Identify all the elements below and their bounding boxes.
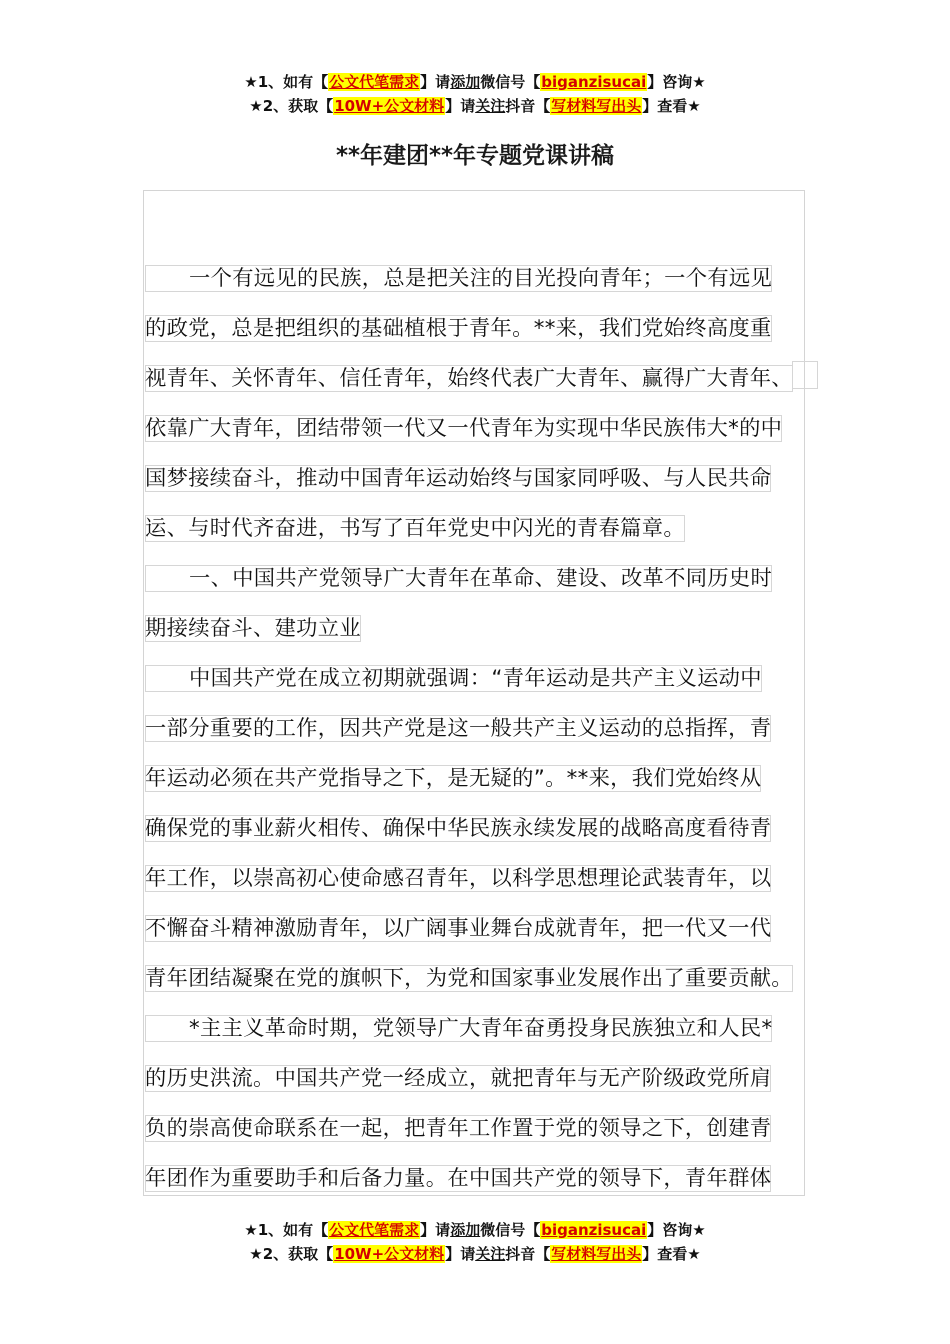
- promo-highlight-wechat-id: biganzisucai: [541, 1221, 647, 1239]
- promo-underlined-follow: 关注: [475, 1245, 506, 1263]
- text-line-content: 确保党的事业薪火相传、确保中华民族永续发展的战略高度看待青: [145, 815, 772, 841]
- promo-line-1: [0, 1218, 950, 1242]
- promo-underlined-follow: 关注: [475, 97, 506, 115]
- promo-line-1-suffix: 】咨询★: [647, 1221, 706, 1239]
- text-line-content: 运、与时代齐奋进，书写了百年党史中闪光的青春篇章。: [145, 515, 685, 541]
- text-line: [145, 703, 807, 753]
- promo-banner-top: [0, 70, 950, 118]
- text-line: [145, 303, 807, 353]
- text-line: [145, 503, 807, 553]
- text-line-content: 依靠广大青年，团结带领一代又一代青年为实现中华民族伟大*的中: [145, 415, 783, 441]
- promo-highlight-materials: 10W+公文材料: [334, 97, 445, 115]
- text-line-content: 视青年、关怀青年、信任青年，始终代表广大青年、赢得广大青年、: [145, 365, 793, 391]
- document-body: [145, 253, 807, 1203]
- promo-highlight-materials: 10W+公文材料: [334, 1245, 445, 1263]
- text-line: [145, 653, 807, 703]
- text-line: [145, 1103, 807, 1153]
- section-heading-line: [145, 603, 807, 653]
- text-line-content: 负的崇高使命联系在一起，把青年工作置于党的领导之下，创建青: [145, 1115, 772, 1141]
- promo-line-1-mid2: 微信号【: [480, 1221, 541, 1239]
- text-line: [145, 903, 807, 953]
- promo-line-1-prefix: ★1、如有【: [244, 1221, 329, 1239]
- text-line-content: 年团作为重要助手和后备力量。在中国共产党的领导下，青年群体: [145, 1165, 772, 1191]
- document-title: **年建团**年专题党课讲稿: [335, 143, 615, 169]
- text-line: [145, 403, 807, 453]
- text-line: [145, 853, 807, 903]
- text-line-content: 的政党，总是把组织的基础植根于青年。**来，我们党始终高度重: [145, 315, 772, 341]
- promo-line-2-mid2: 抖音【: [505, 1245, 551, 1263]
- text-line-content: 一、中国共产党领导广大青年在革命、建设、改革不同历史时: [145, 565, 772, 592]
- text-line-content: 期接续奋斗、建功立业: [145, 615, 361, 641]
- text-line-content: 年工作，以崇高初心使命感召青年，以科学思想理论武装青年，以: [145, 865, 772, 891]
- text-line: [145, 953, 807, 1003]
- promo-underlined-add: 添加: [450, 73, 481, 91]
- promo-line-2-suffix: 】查看★: [642, 1245, 701, 1263]
- text-line: [145, 1003, 807, 1053]
- promo-line-2: [0, 94, 950, 118]
- text-line-content: 青年团结凝聚在党的旗帜下，为党和国家事业发展作出了重要贡献。: [145, 965, 793, 991]
- promo-line-1-mid2: 微信号【: [480, 73, 541, 91]
- promo-line-2: [0, 1242, 950, 1266]
- promo-line-2-suffix: 】查看★: [642, 97, 701, 115]
- text-line-content: 一部分重要的工作，因共产党是这一般共产主义运动的总指挥，青: [145, 715, 772, 741]
- text-line: [145, 353, 807, 403]
- promo-highlight-wechat-id: biganzisucai: [541, 73, 647, 91]
- promo-banner-bottom: [0, 1218, 950, 1266]
- text-line-content: 年运动必须在共产党指导之下，是无疑的”。**来，我们党始终从: [145, 765, 762, 791]
- text-line-content: 国梦接续奋斗，推动中国青年运动始终与国家同呼吸、与人民共命: [145, 465, 772, 491]
- promo-highlight-douyin-account: 写材料写出头: [551, 1245, 642, 1263]
- promo-underlined-add: 添加: [450, 1221, 481, 1239]
- promo-highlight-douyin-account: 写材料写出头: [551, 97, 642, 115]
- promo-line-2-mid1: 】请: [445, 1245, 476, 1263]
- text-line-content: 不懈奋斗精神激励青年，以广阔事业舞台成就青年，把一代又一代: [145, 915, 772, 941]
- section-heading-line: [145, 553, 807, 603]
- text-line-content: 中国共产党在成立初期就强调：“青年运动是共产主义运动中: [145, 665, 762, 692]
- promo-line-1-suffix: 】咨询★: [647, 73, 706, 91]
- promo-line-2-prefix: ★2、获取【: [249, 97, 334, 115]
- text-line: [145, 803, 807, 853]
- promo-line-1-prefix: ★1、如有【: [244, 73, 329, 91]
- promo-line-2-mid2: 抖音【: [505, 97, 551, 115]
- text-line-content: *主主义革命时期，党领导广大青年奋勇投身民族独立和人民*: [145, 1015, 772, 1042]
- text-line: [145, 753, 807, 803]
- promo-line-2-mid1: 】请: [445, 97, 476, 115]
- promo-highlight-service: 公文代笔需求: [329, 1221, 420, 1239]
- text-line: [145, 1153, 807, 1203]
- promo-line-1-mid1: 】请: [420, 73, 451, 91]
- promo-line-1: [0, 70, 950, 94]
- text-line: [145, 453, 807, 503]
- promo-line-2-prefix: ★2、获取【: [249, 1245, 334, 1263]
- text-line: [145, 253, 807, 303]
- promo-highlight-service: 公文代笔需求: [329, 73, 420, 91]
- text-line-content: 一个有远见的民族，总是把关注的目光投向青年；一个有远见: [145, 265, 772, 292]
- promo-line-1-mid1: 】请: [420, 1221, 451, 1239]
- text-line: [145, 1053, 807, 1103]
- text-line-content: 的历史洪流。中国共产党一经成立，就把青年与无产阶级政党所肩: [145, 1065, 772, 1091]
